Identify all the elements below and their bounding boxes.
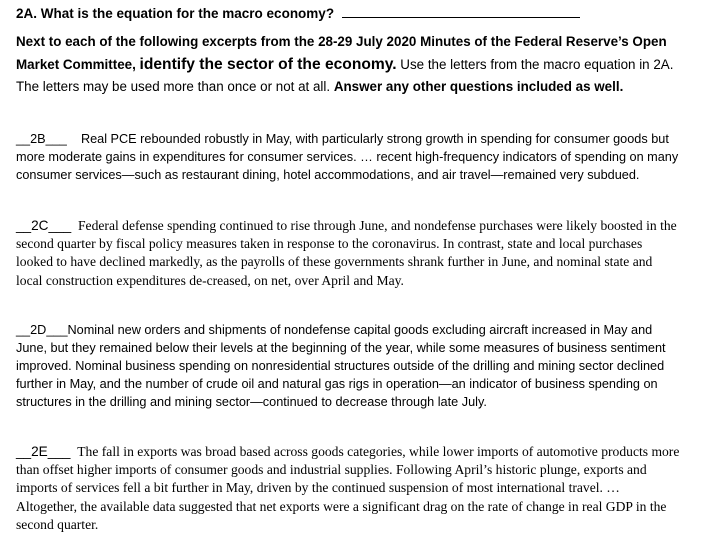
instructions-emphasis: identify the sector of the economy. bbox=[139, 55, 397, 73]
excerpt-text: Federal defense spending continued to rise through June, and nondefense purchases were likely boosted in the second quarter by fiscal policy measures taken in response to the coronavirus. In contrast, state and local purchases looked to have declined markedly, as the payrolls of these governments shrank further in June, and nominal state and local construction expenditures de-creased, on net, over April and May. bbox=[16, 218, 677, 288]
excerpt-government bbox=[16, 217, 680, 290]
excerpt-text: Real PCE rebounded robustly in May, with particularly strong growth in spending for consumer goods but more moderate gains in expenditures for consumer services. … recent high-frequency indicators of spending on many consumer services—such as restaurant dining, hotel accommodations, and air travel—remained very subdued. bbox=[16, 132, 679, 182]
answer-letter[interactable]: 2C bbox=[31, 218, 49, 233]
instructions-part-2: Use the letters from the macro equation in 2A. The letters may be used more than once or not at all. bbox=[16, 56, 674, 94]
answer-blank-line[interactable] bbox=[342, 5, 580, 18]
excerpt-consumption bbox=[16, 130, 680, 184]
excerpt-net-exports bbox=[16, 443, 680, 534]
instructions-part-1: Next to each of the following excerpts from the 28-29 July 2020 Minutes of the Federal Reserve’s Open Market Committee, bbox=[16, 34, 667, 72]
answer-letter[interactable]: 2D bbox=[30, 323, 47, 337]
instructions-part-3: Answer any other questions included as well. bbox=[333, 79, 624, 94]
answer-letter[interactable]: 2B bbox=[30, 132, 46, 146]
question-label: 2A. bbox=[16, 6, 38, 21]
instructions-paragraph bbox=[16, 31, 680, 99]
answer-code: __2B___ bbox=[16, 132, 67, 146]
question-text: What is the equation for the macro economy? bbox=[40, 6, 335, 21]
question-2a bbox=[16, 4, 680, 24]
answer-code: __2D___ bbox=[16, 323, 68, 337]
answer-code: __2C___ bbox=[16, 218, 72, 233]
answer-letter[interactable]: 2E bbox=[31, 444, 48, 459]
excerpt-text: Nominal new orders and shipments of nondefense capital goods excluding aircraft increased in May and June, but they remained below their levels at the beginning of the year, while some measures of business sentiment improved. Nominal business spending on nonresidential structures outside of the drilling and mining sector declined further in May, and the number of crude oil and natural gas rigs in operation—an indicator of business spending on structures in the drilling and mining sector—continued to decrease through late July. bbox=[16, 323, 666, 409]
excerpt-investment bbox=[16, 321, 680, 411]
excerpt-text: The fall in exports was broad based across goods categories, while lower imports of automotive products more than offset higher imports of consumer goods and industrial supplies. Following April’s historic plunge, exports and imports of services fell a bit further in May, driven by the continued suspension of most international travel. … Altogether, the available data suggested that net exports were a significant drag on the rate of change in real GDP in the second quarter. bbox=[16, 444, 680, 532]
answer-code: __2E___ bbox=[16, 444, 71, 459]
